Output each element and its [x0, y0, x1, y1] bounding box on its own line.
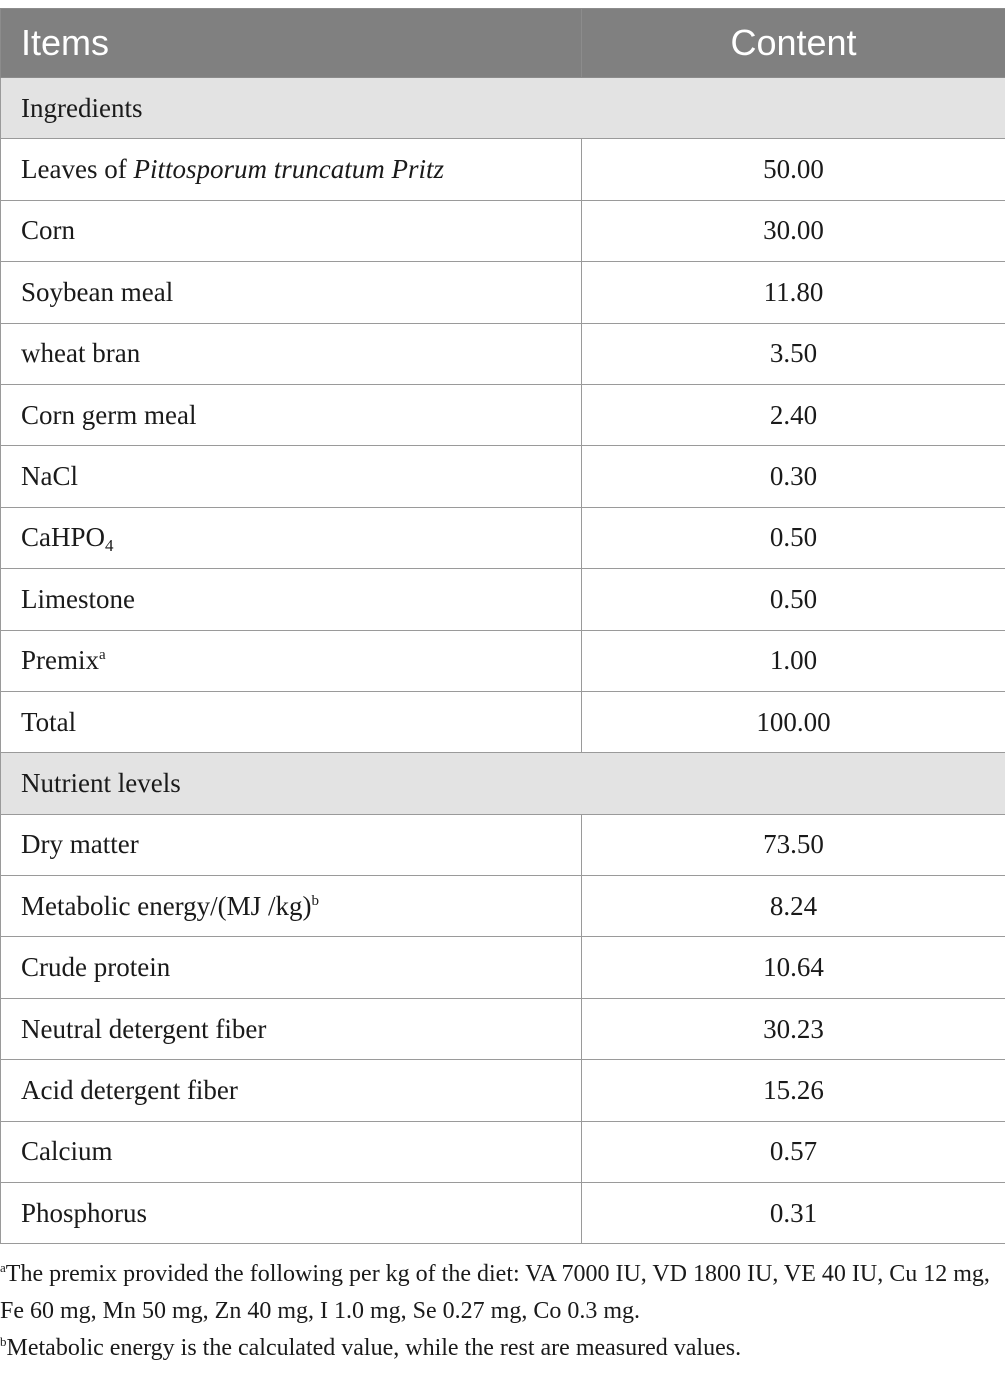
table-row: [1, 814, 1005, 875]
footnote-a: [0, 1256, 1005, 1330]
table-row: [1, 446, 1005, 507]
footnote-text: The premix provided the following per kg of the diet: VA 7000 IU, VD 1800 IU, VE 40 IU, Cu 12 mg, Fe 60 mg, Mn 50 mg, Zn 40 mg, I 1.0 mg, Se 0.27 mg, Co 0.3 mg.: [0, 1261, 990, 1324]
table-row: [1, 876, 1005, 937]
table-row: [1, 937, 1005, 998]
row-label: Phosphorus: [1, 1183, 582, 1244]
row-value: 100.00: [582, 691, 1005, 752]
row-value: 0.31: [582, 1183, 1005, 1244]
row-label-text: Premix: [21, 645, 99, 676]
table-row: [1, 262, 1005, 323]
table-row: [1, 384, 1005, 445]
row-value: 2.40: [582, 384, 1005, 445]
row-value: 0.50: [582, 507, 1005, 568]
subscript: 4: [105, 536, 114, 556]
row-value: 30.00: [582, 200, 1005, 261]
section-title: Ingredients: [1, 78, 1005, 139]
diet-composition-table: [0, 8, 1005, 1244]
table-row: [1, 200, 1005, 261]
table-footnotes: [0, 1256, 1005, 1367]
section-header-nutrient-levels: [1, 753, 1005, 814]
row-label: Corn germ meal: [1, 384, 582, 445]
row-label: Corn: [1, 200, 582, 261]
column-header-items: Items: [1, 9, 582, 78]
row-label: Calcium: [1, 1121, 582, 1182]
row-value: 73.50: [582, 814, 1005, 875]
row-label: [1, 139, 582, 200]
table-row: [1, 998, 1005, 1059]
row-label: [1, 507, 582, 568]
table-row: [1, 1121, 1005, 1182]
footnote-marker: b: [0, 1334, 7, 1349]
row-label-text: CaHPO: [21, 522, 106, 553]
table-header-row: [1, 9, 1005, 78]
row-value: 0.50: [582, 569, 1005, 630]
row-label: [1, 876, 582, 937]
row-label: Total: [1, 691, 582, 752]
row-label: NaCl: [1, 446, 582, 507]
footnote-text: Metabolic energy is the calculated value, while the rest are measured values.: [6, 1335, 742, 1361]
row-label-text: Metabolic energy/(MJ /kg): [21, 890, 312, 921]
row-value: 10.64: [582, 937, 1005, 998]
row-label: Acid detergent fiber: [1, 1060, 582, 1121]
row-value: 0.30: [582, 446, 1005, 507]
table-row: [1, 1060, 1005, 1121]
row-value: 30.23: [582, 998, 1005, 1059]
row-value: 8.24: [582, 876, 1005, 937]
footnote-marker: a: [0, 1260, 6, 1275]
row-value: 50.00: [582, 139, 1005, 200]
footnote-marker: b: [311, 892, 319, 909]
footnote-marker: a: [99, 647, 106, 664]
row-label: [1, 630, 582, 691]
table-row: [1, 323, 1005, 384]
section-title: Nutrient levels: [1, 753, 1005, 814]
row-label-text: Leaves of: [21, 154, 134, 185]
row-label: wheat bran: [1, 323, 582, 384]
row-value: 1.00: [582, 630, 1005, 691]
row-label: Crude protein: [1, 937, 582, 998]
row-label: Neutral detergent fiber: [1, 998, 582, 1059]
table-row: [1, 691, 1005, 752]
table-row: [1, 569, 1005, 630]
row-label: Dry matter: [1, 814, 582, 875]
row-label: Soybean meal: [1, 262, 582, 323]
row-label-species: Pittosporum truncatum Pritz: [133, 154, 444, 185]
table-row: [1, 1183, 1005, 1244]
row-value: 15.26: [582, 1060, 1005, 1121]
table-row: [1, 139, 1005, 200]
column-header-content: Content: [582, 9, 1005, 78]
row-value: 0.57: [582, 1121, 1005, 1182]
table-row: [1, 507, 1005, 568]
table-row: [1, 630, 1005, 691]
row-value: 3.50: [582, 323, 1005, 384]
footnote-b: [0, 1330, 1005, 1367]
row-label: Limestone: [1, 569, 582, 630]
section-header-ingredients: [1, 78, 1005, 139]
row-value: 11.80: [582, 262, 1005, 323]
